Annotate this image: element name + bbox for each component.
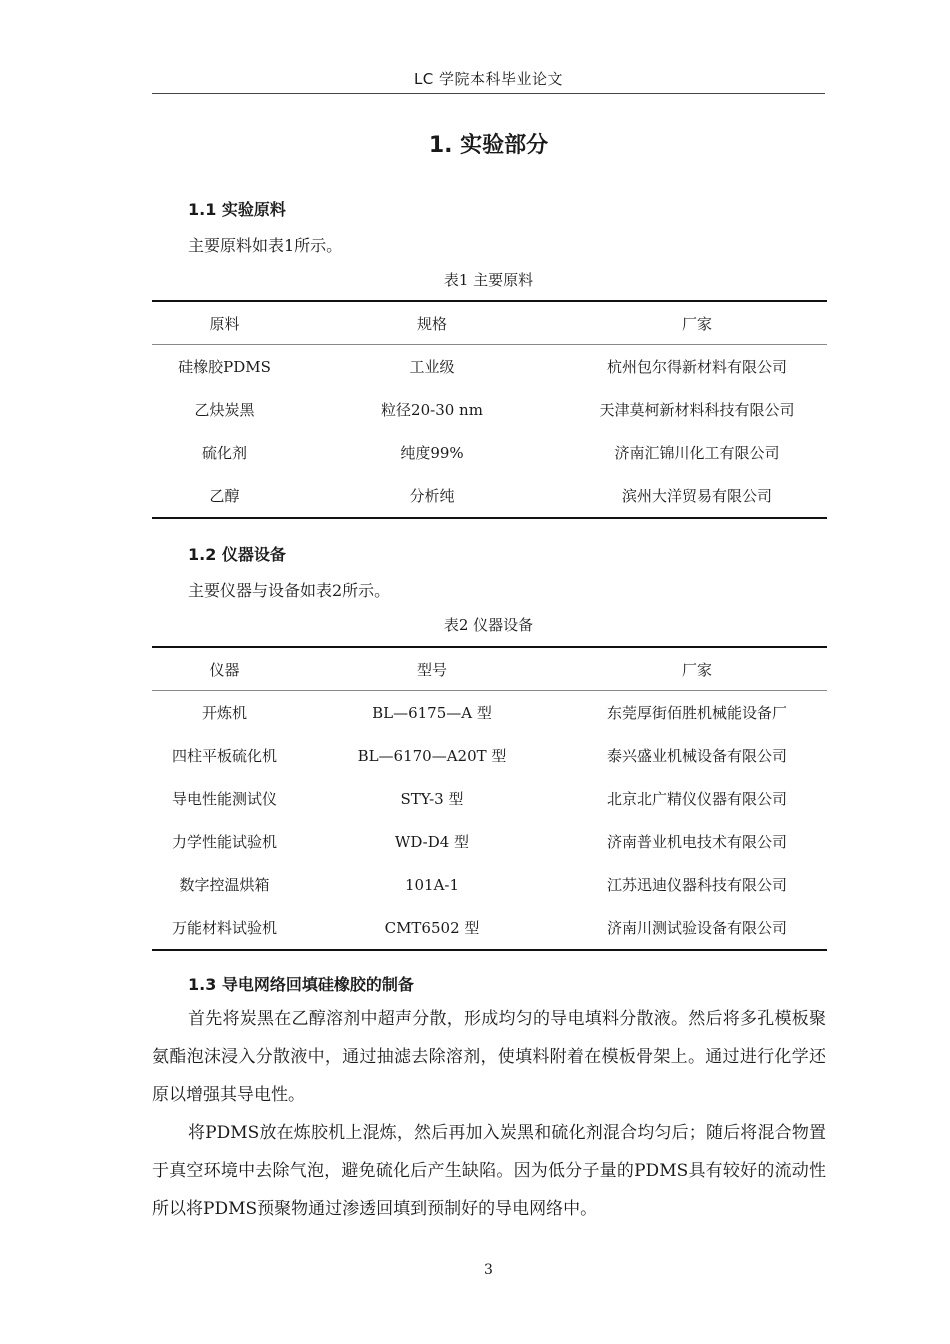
running-header: LC 学院本科毕业论文 — [413, 70, 564, 88]
table-cell: 济南普业机电技术有限公司 — [606, 833, 787, 851]
table-cell: 济南川测试验设备有限公司 — [606, 919, 787, 937]
table-cell: BL—6170—A20T 型 — [357, 747, 507, 765]
column-header: 型号 — [297, 647, 567, 691]
table-row — [152, 734, 827, 777]
table-cell: 粒径20-30 nm — [381, 401, 483, 419]
column-header: 规格 — [297, 301, 567, 345]
table-cell: 数字控温烘箱 — [179, 876, 270, 894]
table-cell: 开炼机 — [201, 704, 247, 722]
table-cell: STY-3 型 — [400, 790, 464, 808]
table-row — [152, 777, 827, 820]
table-cell: CMT6502 型 — [384, 919, 480, 937]
page-number: 3 — [484, 1262, 493, 1278]
table-2-caption: 表2 仪器设备 — [443, 616, 534, 634]
table-cell: 滨州大洋贸易有限公司 — [621, 487, 772, 505]
chapter-title: 1. 实验部分 — [428, 133, 549, 158]
table-row — [152, 388, 827, 431]
section-heading-1-3: 1.3 导电网络回填硅橡胶的制备 — [188, 975, 414, 994]
table-row — [152, 820, 827, 863]
table-cell: 天津莫柯新材料科技有限公司 — [599, 401, 795, 419]
table-cell: 101A-1 — [404, 875, 460, 894]
column-header: 仪器 — [152, 647, 297, 691]
section-1-1-intro: 主要原料如表1所示。 — [188, 236, 343, 255]
table-cell: 硫化剂 — [201, 444, 247, 462]
table-1-materials — [152, 300, 827, 519]
table-2-instruments — [152, 646, 827, 951]
table-cell: 硅橡胶PDMS — [178, 358, 271, 376]
table-cell: 纯度99% — [400, 444, 464, 462]
table-cell: 江苏迅迪仪器科技有限公司 — [606, 876, 787, 894]
table-cell: 泰兴盛业机械设备有限公司 — [606, 747, 787, 765]
table-cell: 导电性能测试仪 — [171, 790, 277, 808]
table-cell: 乙醇 — [209, 487, 240, 505]
column-header: 原料 — [152, 301, 297, 345]
table-cell: 万能材料试验机 — [171, 919, 277, 937]
section-1-3-body — [152, 1000, 826, 1228]
section-heading-1-2: 1.2 仪器设备 — [188, 545, 286, 564]
header-divider — [152, 93, 825, 94]
table-row — [152, 345, 827, 389]
table-row — [152, 431, 827, 474]
table-cell: 东莞厚街佰胜机械能设备厂 — [606, 704, 787, 722]
table-row — [152, 691, 827, 735]
body-paragraph: 将PDMS放在炼胶机上混炼，然后再加入炭黑和硫化剂混合均匀后；随后将混合物置于真空环境中去除气泡，避免硫化后产生缺陷。因为低分子量的PDMS具有较好的流动性所以将PDMS预聚物通过渗透回填到预制好的导电网络中。 — [152, 1123, 826, 1219]
table-cell: WD-D4 型 — [394, 833, 470, 851]
body-paragraph: 首先将炭黑在乙醇溶剂中超声分散，形成均匀的导电填料分散液。然后将多孔模板聚氨酯泡沫浸入分散液中，通过抽滤去除溶剂，使填料附着在模板骨架上。通过进行化学还原以增强其导电性。 — [152, 1009, 826, 1105]
section-heading-1-1: 1.1 实验原料 — [188, 200, 286, 219]
column-header: 厂家 — [567, 647, 827, 691]
table-cell: 济南汇锦川化工有限公司 — [614, 444, 780, 462]
table-cell: 四柱平板硫化机 — [171, 747, 277, 765]
table-header-row — [152, 301, 827, 345]
column-header: 厂家 — [567, 301, 827, 345]
table-header-row — [152, 647, 827, 691]
table-1-caption: 表1 主要原料 — [443, 271, 534, 289]
table-cell: 力学性能试验机 — [171, 833, 277, 851]
table-cell: 杭州包尔得新材料有限公司 — [606, 358, 787, 376]
table-cell: 分析纯 — [409, 487, 455, 505]
table-row — [152, 906, 827, 950]
table-row — [152, 474, 827, 518]
table-cell: 工业级 — [409, 358, 455, 376]
section-1-2-intro: 主要仪器与设备如表2所示。 — [188, 581, 391, 600]
table-cell: BL—6175—A 型 — [372, 704, 492, 722]
table-cell: 乙炔炭黑 — [194, 401, 255, 419]
table-cell: 北京北广精仪仪器有限公司 — [606, 790, 787, 808]
table-row — [152, 863, 827, 906]
